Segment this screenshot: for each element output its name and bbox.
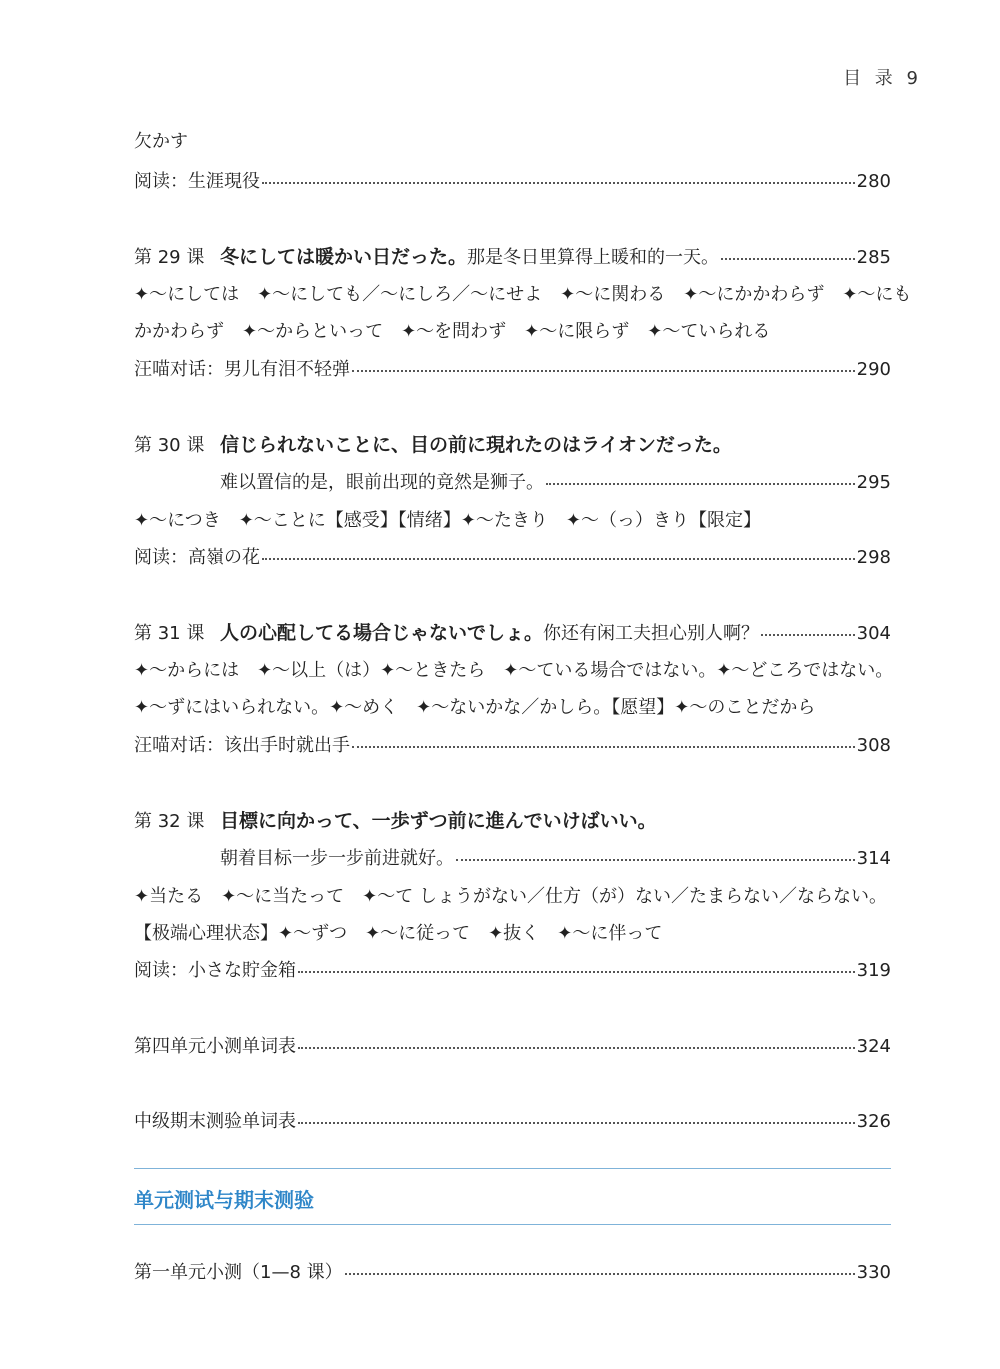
- lesson-number: 第 29 课: [134, 247, 205, 268]
- dot-leader: [262, 181, 855, 184]
- entry-page: 324: [856, 1036, 891, 1057]
- entry-label: 第四单元小测单词表: [134, 1036, 296, 1057]
- toc-lesson-32[interactable]: [134, 809, 891, 834]
- toc-entry-dialogue-308[interactable]: [134, 734, 891, 758]
- running-header: [843, 64, 922, 90]
- toc-entry-dialogue-290[interactable]: [134, 358, 891, 382]
- lesson-number: 第 32 课: [134, 811, 205, 832]
- dot-leader: [298, 1046, 855, 1049]
- entry-label: 汪喵对话：男儿有泪不轻弹: [134, 359, 350, 380]
- lesson-title-cn: 你还有闲工夫担心别人啊？: [543, 623, 760, 644]
- entry-page: 314: [856, 848, 891, 869]
- entry-page: 330: [856, 1262, 891, 1283]
- entry-page: 319: [856, 960, 891, 981]
- lesson-title-cn: 那是冬日里算得上暖和的一天。: [467, 247, 720, 268]
- dot-leader: [352, 745, 855, 748]
- dot-leader: [721, 257, 855, 260]
- toc-lesson-30-subtitle[interactable]: [220, 471, 891, 495]
- grammar-points: ✦～にしては ✦～にしても／～にしろ／～にせよ ✦～に関わる ✦～にかかわらず ✦～にも: [134, 284, 912, 305]
- toc-entry-test-unit1[interactable]: [134, 1261, 891, 1285]
- dot-leader: [352, 369, 855, 372]
- dot-leader: [761, 633, 855, 636]
- entry-page: 290: [856, 359, 891, 380]
- entry-label: 汪喵对话：该出手时就出手: [134, 735, 350, 756]
- grammar-points: ✦～ずにはいられない。✦～めく ✦～ないかな／かしら。【愿望】✦～のことだから: [134, 697, 816, 718]
- section-divider-top: [134, 1168, 891, 1169]
- section-divider-bottom: [134, 1224, 891, 1225]
- toc-entry-reading-280[interactable]: [134, 170, 891, 194]
- toc-lesson-31[interactable]: [134, 621, 891, 646]
- lesson-title-jp: 目標に向かって、一歩ずつ前に進んでいけばいい。: [220, 810, 657, 832]
- lesson-title-jp: 人の心配してる場合じゃないでしょ。: [220, 622, 544, 644]
- dot-leader: [298, 1121, 855, 1124]
- lesson-title-cn: 难以置信的是，眼前出现的竟然是狮子。: [220, 472, 544, 493]
- toc-lesson-29[interactable]: [134, 245, 891, 270]
- toc-entry-kakasu[interactable]: [134, 130, 891, 154]
- lesson-title-cn: 朝着目标一步一步前进就好。: [220, 848, 454, 869]
- section-title: 单元测试与期末测验: [134, 1188, 314, 1212]
- entry-label: 阅读：生涯現役: [134, 171, 260, 192]
- grammar-points: ✦当たる ✦～に当たって ✦～て しょうがない／仕方（が）ない／たまらない／ならない。: [134, 886, 887, 907]
- grammar-points: ✦～につき ✦～ことに【感受】【情绪】✦～たきり ✦～（っ）きり【限定】: [134, 510, 761, 531]
- dot-leader: [456, 858, 855, 861]
- lesson-heading: [134, 621, 759, 646]
- header-section: 目 录: [843, 68, 897, 89]
- entry-page: 326: [856, 1111, 891, 1132]
- toc-entry-vocab-unit4[interactable]: [134, 1035, 891, 1059]
- entry-label: 第一单元小测（1—8 课）: [134, 1262, 343, 1283]
- lesson-title-jp: 信じられないことに、目の前に現れたのはライオンだった。: [220, 434, 732, 456]
- lesson-title-jp: 冬にしては暖かい日だった。: [220, 246, 468, 268]
- toc-lesson-32-subtitle[interactable]: [220, 847, 891, 871]
- entry-label: 中级期末测验单词表: [134, 1111, 296, 1132]
- dot-leader: [546, 482, 855, 485]
- header-page-number: 9: [906, 68, 922, 89]
- entry-page: 304: [856, 623, 891, 644]
- entry-page: 308: [856, 735, 891, 756]
- entry-page: 298: [856, 547, 891, 568]
- toc-entry-reading-319[interactable]: [134, 959, 891, 983]
- entry-label: 阅读：小さな貯金箱: [134, 960, 296, 981]
- dot-leader: [298, 970, 855, 973]
- toc-entry-vocab-final[interactable]: [134, 1110, 891, 1134]
- lesson-heading: [134, 245, 719, 270]
- entry-page: 285: [856, 247, 891, 268]
- grammar-points: ✦～からには ✦～以上（は）✦～ときたら ✦～ている場合ではない。✦～どころではない。: [134, 660, 894, 681]
- entry-page: 295: [856, 472, 891, 493]
- lesson-number: 第 30 课: [134, 435, 205, 456]
- lesson-number: 第 31 课: [134, 623, 205, 644]
- grammar-points: かかわらず ✦～からといって ✦～を問わず ✦～に限らず ✦～ていられる: [134, 321, 771, 342]
- toc-lesson-30[interactable]: [134, 433, 891, 458]
- dot-leader: [262, 557, 855, 560]
- entry-label: 阅读：高嶺の花: [134, 547, 260, 568]
- dot-leader: [345, 1272, 855, 1275]
- entry-page: 280: [856, 171, 891, 192]
- grammar-points: 【极端心理状态】✦～ずつ ✦～に従って ✦抜く ✦～に伴って: [134, 923, 663, 944]
- toc-entry-reading-298[interactable]: [134, 546, 891, 570]
- entry-label: 欠かす: [134, 131, 188, 152]
